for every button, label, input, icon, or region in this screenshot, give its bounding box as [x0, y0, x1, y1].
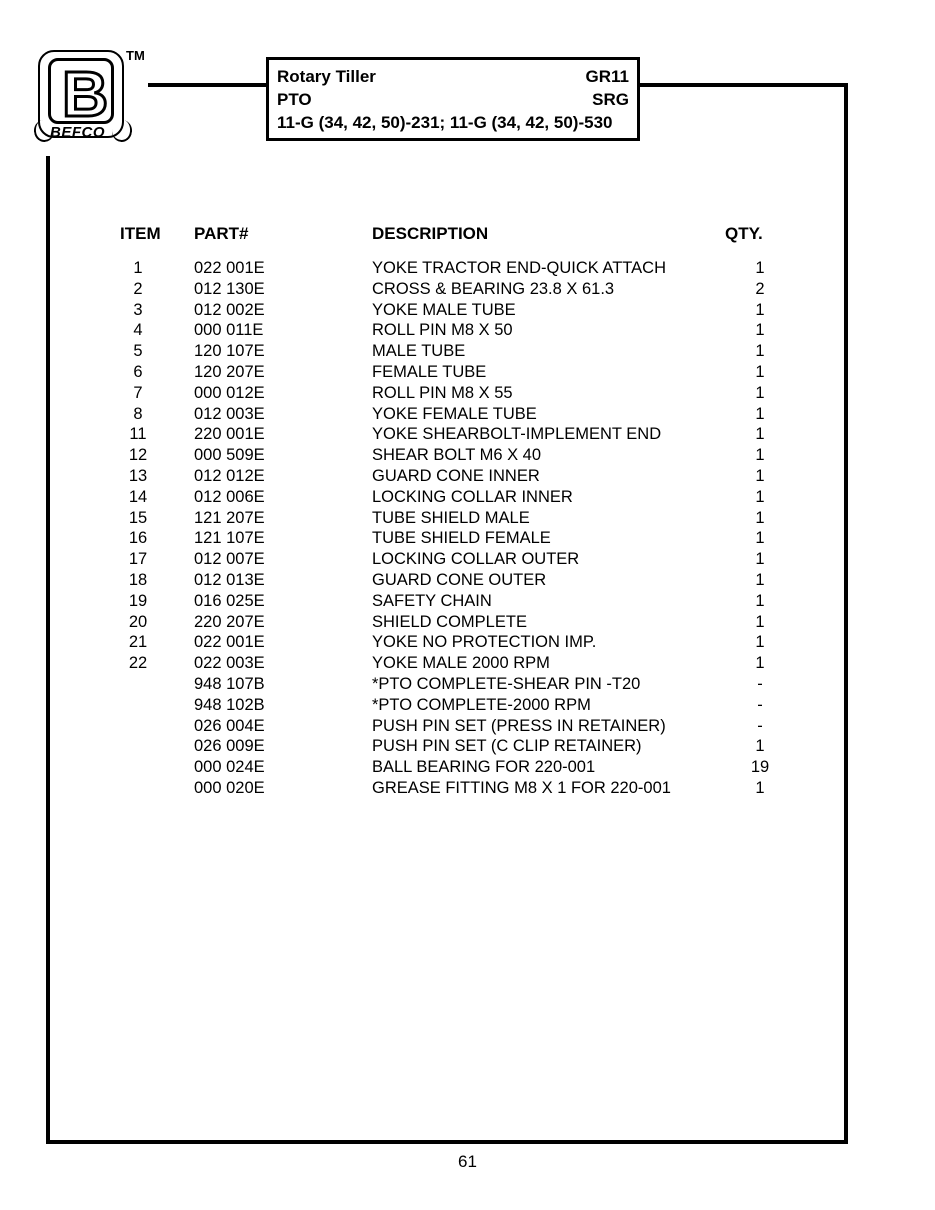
table-row	[110, 383, 810, 404]
cell-item: 14	[128, 487, 148, 506]
frame-left-line	[46, 156, 50, 1144]
cell-description: GREASE FITTING M8 X 1 FOR 220-001	[372, 778, 671, 797]
cell-quantity: 1	[755, 446, 765, 465]
assembly-code: SRG	[592, 90, 629, 109]
cell-description: TUBE SHIELD FEMALE	[372, 529, 551, 548]
cell-part-number: 026 009E	[194, 737, 265, 756]
cell-part-number: 012 130E	[194, 279, 265, 298]
table-row	[110, 695, 810, 716]
column-header-description: DESCRIPTION	[372, 224, 489, 243]
cell-quantity: 1	[755, 300, 765, 319]
cell-part-number: 000 011E	[194, 321, 264, 340]
cell-description: TUBE SHIELD MALE	[372, 508, 530, 527]
cell-quantity: 1	[755, 612, 765, 631]
table-row	[110, 341, 810, 362]
cell-part-number: 000 012E	[194, 383, 265, 402]
cell-description: LOCKING COLLAR OUTER	[372, 550, 580, 569]
cell-quantity: 2	[755, 279, 765, 298]
cell-quantity: 1	[755, 404, 765, 423]
cell-item: 8	[133, 404, 143, 423]
cell-part-number: 022 001E	[194, 633, 265, 652]
cell-description: YOKE MALE 2000 RPM	[372, 654, 550, 673]
cell-description: PUSH PIN SET (PRESS IN RETAINER)	[372, 716, 666, 735]
table-row	[110, 528, 810, 549]
cell-part-number: 022 001E	[194, 259, 265, 277]
cell-part-number: 000 024E	[194, 758, 265, 777]
cell-quantity: 1	[755, 778, 765, 797]
cell-item: 16	[128, 529, 148, 548]
logo-wordmark: BEFCO	[50, 124, 105, 141]
cell-description: FEMALE TUBE	[372, 362, 487, 381]
cell-quantity: -	[757, 716, 763, 735]
cell-description: SAFETY CHAIN	[372, 591, 492, 610]
frame-bottom-line	[46, 1140, 848, 1144]
cell-item: 3	[133, 300, 143, 319]
table-row	[110, 591, 810, 612]
cell-quantity: 1	[755, 591, 765, 610]
table-row	[110, 424, 810, 445]
column-header-part: PART#	[194, 224, 249, 243]
model-numbers: 11-G (34, 42, 50)-231; 11-G (34, 42, 50)-530	[277, 113, 613, 132]
cell-quantity: 1	[755, 342, 765, 361]
cell-quantity: 1	[755, 654, 765, 673]
cell-item: 17	[128, 550, 148, 569]
cell-description: YOKE NO PROTECTION IMP.	[372, 633, 597, 652]
cell-quantity: 1	[755, 425, 765, 444]
cell-item: 2	[133, 279, 143, 298]
cell-part-number: 022 003E	[194, 654, 265, 673]
cell-quantity: 1	[755, 383, 765, 402]
cell-part-number: 121 207E	[194, 508, 265, 527]
cell-item: 15	[128, 508, 148, 527]
cell-part-number: 026 004E	[194, 716, 265, 735]
cell-part-number: 012 003E	[194, 404, 265, 423]
cell-description: *PTO COMPLETE-2000 RPM	[372, 695, 591, 714]
cell-item: 13	[128, 466, 148, 485]
table-header-row	[110, 224, 810, 258]
cell-item: 7	[133, 383, 143, 402]
cell-part-number: 220 001E	[194, 425, 265, 444]
cell-description: GUARD CONE OUTER	[372, 570, 547, 589]
cell-quantity: 1	[755, 550, 765, 569]
cell-item: 18	[128, 570, 148, 589]
cell-quantity: 1	[755, 259, 765, 277]
cell-description: LOCKING COLLAR INNER	[372, 487, 573, 506]
cell-quantity: 1	[755, 362, 765, 381]
table-row	[110, 320, 810, 341]
cell-quantity: 1	[755, 570, 765, 589]
logo-letter-b: B	[62, 58, 109, 124]
cell-part-number: 016 025E	[194, 591, 265, 610]
cell-item: 5	[133, 342, 143, 361]
cell-description: GUARD CONE INNER	[372, 466, 540, 485]
logo-swoosh-right-icon	[111, 119, 134, 144]
header-line-2	[277, 88, 629, 111]
table-row	[110, 258, 810, 279]
cell-part-number: 012 013E	[194, 570, 265, 589]
table-row	[110, 300, 810, 321]
parts-table	[110, 224, 810, 799]
cell-quantity: 1	[755, 466, 765, 485]
logo-inner-frame	[48, 58, 114, 124]
cell-description: *PTO COMPLETE-SHEAR PIN -T20	[372, 674, 641, 693]
table-row	[110, 653, 810, 674]
cell-description: SHIELD COMPLETE	[372, 612, 527, 631]
cell-description: YOKE MALE TUBE	[372, 300, 516, 319]
cell-quantity: 1	[755, 529, 765, 548]
cell-item: 11	[129, 425, 147, 444]
cell-item: 21	[128, 633, 148, 652]
table-row	[110, 549, 810, 570]
cell-description: YOKE FEMALE TUBE	[372, 404, 537, 423]
cell-item: 6	[133, 362, 143, 381]
table-row	[110, 778, 810, 799]
table-row	[110, 612, 810, 633]
cell-description: ROLL PIN M8 X 50	[372, 321, 513, 340]
cell-item: 1	[133, 259, 143, 277]
cell-description: CROSS & BEARING 23.8 X 61.3	[372, 279, 615, 298]
cell-part-number: 120 207E	[194, 362, 265, 381]
cell-quantity: 1	[755, 737, 765, 756]
cell-item: 20	[128, 612, 148, 631]
table-row	[110, 508, 810, 529]
cell-quantity: 19	[750, 758, 770, 777]
cell-part-number: 120 107E	[194, 342, 265, 361]
cell-part-number: 012 007E	[194, 550, 265, 569]
product-code: GR11	[585, 67, 629, 86]
table-row	[110, 570, 810, 591]
cell-description: ROLL PIN M8 X 55	[372, 383, 513, 402]
cell-item: 4	[133, 321, 143, 340]
cell-description: SHEAR BOLT M6 X 40	[372, 446, 542, 465]
cell-description: MALE TUBE	[372, 342, 466, 361]
cell-description: BALL BEARING FOR 220-001	[372, 758, 596, 777]
table-row	[110, 445, 810, 466]
header-line-1	[277, 65, 629, 88]
cell-quantity: 1	[755, 508, 765, 527]
cell-part-number: 000 020E	[194, 778, 265, 797]
cell-part-number: 012 006E	[194, 487, 265, 506]
page-number: 61	[458, 1152, 477, 1171]
header-line-3	[277, 111, 629, 134]
document-header-box	[266, 57, 640, 141]
table-row	[110, 279, 810, 300]
cell-item: 22	[128, 654, 148, 673]
cell-quantity: -	[757, 674, 763, 693]
cell-quantity: 1	[755, 321, 765, 340]
cell-part-number: 121 107E	[194, 529, 265, 548]
cell-part-number: 012 002E	[194, 300, 265, 319]
befco-logo	[36, 48, 148, 154]
table-row	[110, 466, 810, 487]
trademark-symbol: TM	[126, 48, 145, 63]
cell-part-number: 220 207E	[194, 612, 265, 631]
cell-part-number: 012 012E	[194, 466, 265, 485]
table-row	[110, 716, 810, 737]
table-row	[110, 404, 810, 425]
table-row	[110, 757, 810, 778]
cell-part-number: 948 107B	[194, 674, 265, 693]
cell-item: 12	[128, 446, 148, 465]
table-row	[110, 362, 810, 383]
product-name: Rotary Tiller	[277, 67, 376, 86]
cell-quantity: -	[757, 695, 763, 714]
cell-description: YOKE TRACTOR END-QUICK ATTACH	[372, 259, 666, 277]
table-row	[110, 487, 810, 508]
table-body	[110, 258, 810, 799]
cell-part-number: 000 509E	[194, 446, 265, 465]
table-row	[110, 632, 810, 653]
cell-part-number: 948 102B	[194, 695, 265, 714]
logo-connector-line	[148, 83, 268, 87]
cell-item: 19	[128, 591, 148, 610]
frame-right-line	[844, 83, 848, 1144]
cell-description: PUSH PIN SET (C CLIP RETAINER)	[372, 737, 642, 756]
assembly-name: PTO	[277, 90, 312, 109]
cell-description: YOKE SHEARBOLT-IMPLEMENT END	[372, 425, 662, 444]
table-row	[110, 674, 810, 695]
table-row	[110, 736, 810, 757]
column-header-qty: QTY.	[725, 224, 763, 243]
cell-quantity: 1	[755, 487, 765, 506]
cell-quantity: 1	[755, 633, 765, 652]
frame-top-right-line	[638, 83, 848, 87]
column-header-item: ITEM	[120, 224, 161, 243]
